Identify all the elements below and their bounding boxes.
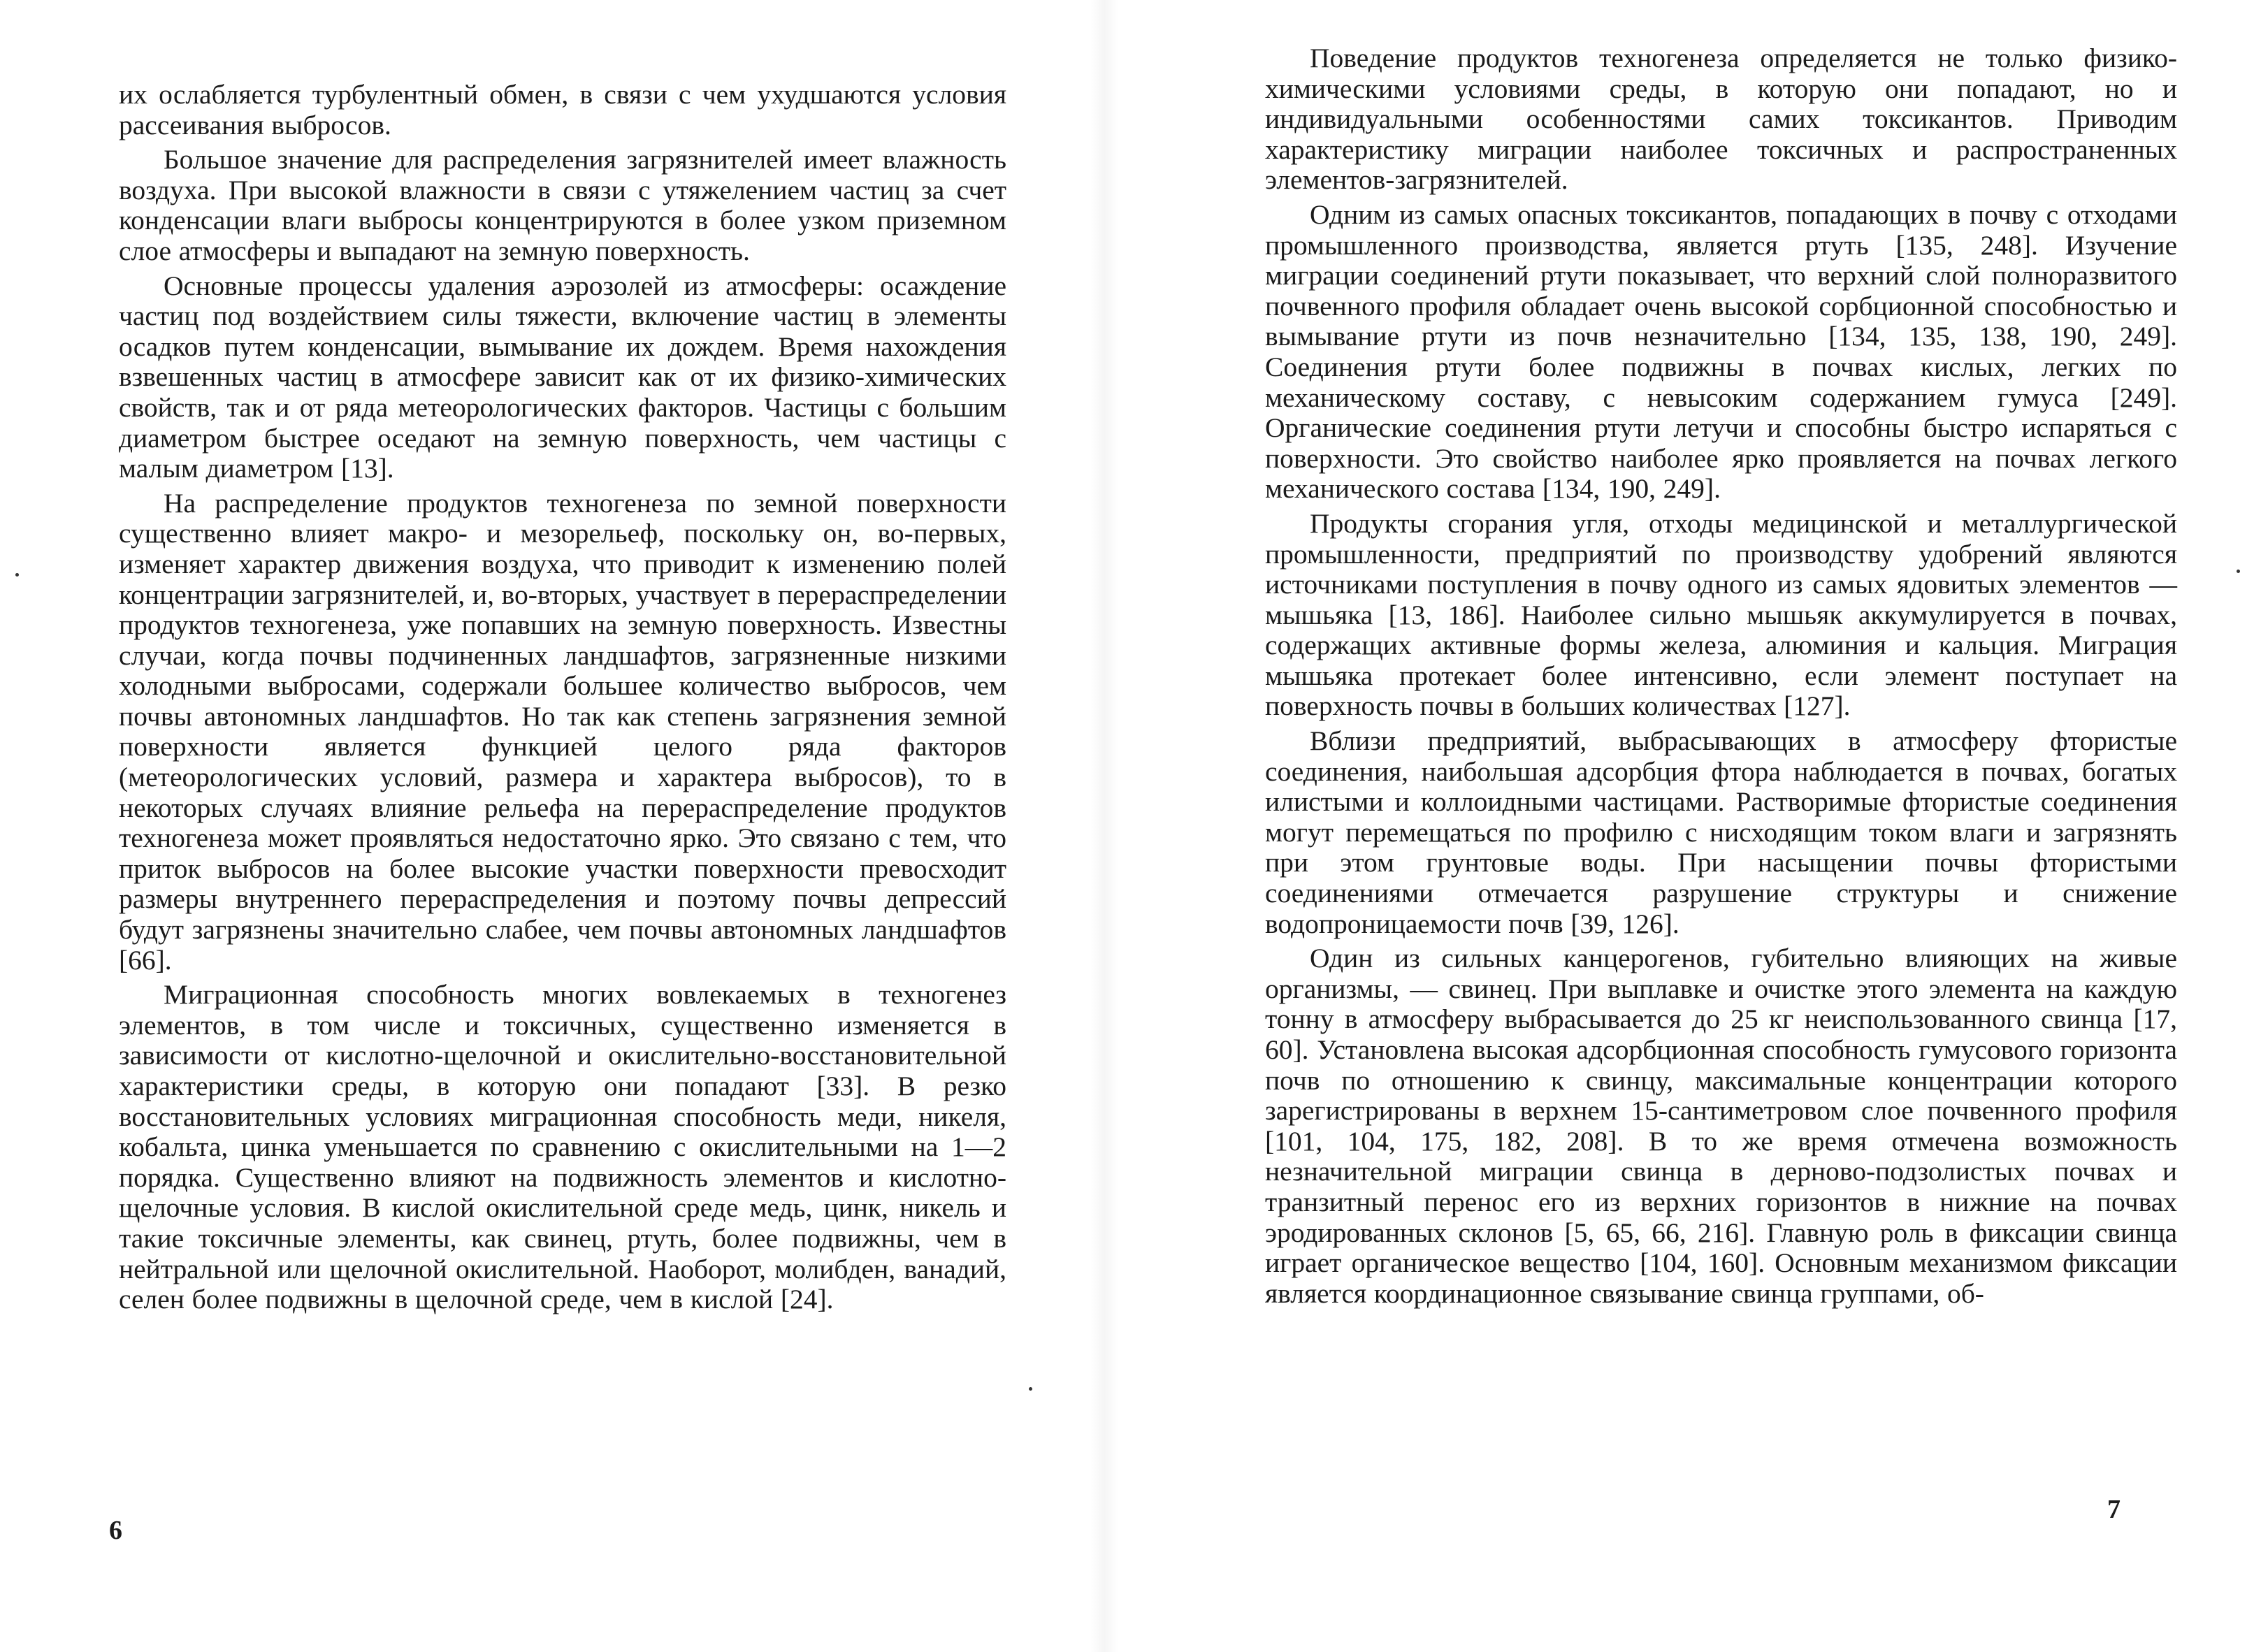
paragraph: Миграционная способность многих вовлекаемых в техногенез элементов, в том числе и токсичных, существенно изменяется в зависимости от кислотно-щелочной и окислительно-восстановительной характеристики среды, в которую они попадают [33]. В резко восстановительных условиях миграционная способность меди, никеля, кобальта, цинка уменьшается по сравнению с окислительными на 1—2 порядка. Существенно влияют на подвижность элементов и кислотно-щелочные условия. В кислой окислительной среде медь, цинк, никель и такие токсичные элементы, как свинец, ртуть, более подвижны, чем в нейтральной или щелочной окислительной. Наоборот, молибден, ванадий, селен более подвижны в щелочной среде, чем в кислой [24]. [119,979,1006,1315]
page-number: 7 [2107,1495,2121,1524]
paragraph: Большое значение для распределения загрязнителей имеет влажность воздуха. При высокой влажности в связи с утяжелением частиц за счет конденсации влаги выбросы концентрируются в более узком приземном слое атмосферы и выпадают на земную поверхность. [119,144,1006,266]
paragraph: Поведение продуктов техногенеза определяется не только физико-химическими условиями среды, в которую они попадают, но и индивидуальными особенностями самих токсикантов. Приводим характеристику миграции наиболее токсичных и распространенных элементов-загрязнителей. [1265,43,2177,196]
scan-speck [1029,1387,1032,1391]
paragraph: Вблизи предприятий, выбрасывающих в атмосферу фтористые соединения, наибольшая адсорбция фтора наблюдается в почвах, богатых илистыми и коллоидными частицами. Растворимые фтористые соединения могут перемещаться по профилю с нисходящим током влаги и загрязнять при этом грунтовые воды. При насыщении почвы фтористыми соединениями отмечается разрушение структуры и снижение водопроницаемости почв [39, 126]. [1265,725,2177,939]
right-page [1118,0,2254,1652]
paragraph: На распределение продуктов техногенеза по земной поверхности существенно влияет макро- и мезорельеф, поскольку он, во-первых, изменяет характер движения воздуха, что приводит к изменению полей концентрации загрязнителей, и, во-вторых, участвует в перераспределении продуктов техногенеза, уже попавших на земную поверхность. Известны случаи, когда почвы подчиненных ландшафтов, загрязненные низкими холодными выбросами, содержали большее количество выбросов, чем почвы автономных ландшафтов. Но так как степень загрязнения земной поверхности является функцией целого ряда факторов (метеорологических условий, размера и характера выбросов), то в некоторых случаях влияние рельефа на перераспределение продуктов техногенеза может проявляться недостаточно ярко. Это связано с тем, что приток выбросов на более высокие участки поверхности превосходит размеры внутреннего перераспределения и поэтому почвы депрессий будут загрязнены значительно слабее, чем почвы автономных ландшафтов [66]. [119,487,1006,976]
paragraph: Основные процессы удаления аэрозолей из атмосферы: осаждение частиц под воздействием силы тяжести, включение частиц в элементы осадков путем конденсации, вымывание их дождем. Время нахождения взвешенных частиц в атмосфере зависит как от их физико-химических свойств, так и от ряда метеорологических факторов. Частицы с большим диаметром быстрее оседают на земную поверхность, чем частицы с малым диаметром [13]. [119,270,1006,484]
scan-speck [15,573,19,577]
left-page-text [119,80,1006,1315]
paragraph: Один из сильных канцерогенов, губительно влияющих на живые организмы, — свинец. При выплавке и очистке этого элемента на каждую тонну в атмосферу выбрасывается до 25 кг неиспользованного свинца [17, 60]. Установлена высокая адсорбционная способность гумусового горизонта почв по отношению к свинцу, максимальные концентрации которого зарегистрированы в верхнем 15-сантиметровом слое почвенного профиля [101, 104, 175, 182, 208]. В то же время отмечена возможность незначительной миграции свинца в дерново-подзолистых почвах и транзитный перенос его из верхних горизонтов в нижние на почвах эродированных склонов [5, 65, 66, 216]. Главную роль в фиксации свинца играет органическое вещество [104, 160]. Основным механизмом фиксации является координационное связывание свинца группами, об- [1265,943,2177,1309]
page-number: 6 [109,1516,122,1545]
paragraph: Одним из самых опасных токсикантов, попадающих в почву с отходами промышленного производства, является ртуть [135, 248]. Изучение миграции соединений ртути показывает, что верхний слой полноразвитого почвенного профиля обладает очень высокой сорбционной способностью и вымывание ртути из почв незначительно [134, 135, 138, 190, 249]. Соединения ртути более подвижны в почвах кислых, легких по механическому составу, с невысоким содержанием гумуса [249]. Органические соединения ртути летучи и способны быстро испаряться с поверхности. Это свойство наиболее ярко проявляется на почвах легкого механического состава [134, 190, 249]. [1265,198,2177,505]
left-page [0,0,1118,1652]
paragraph: их ослабляется турбулентный обмен, в связи с чем ухудшаются условия рассеивания выбросов. [119,79,1006,140]
paragraph: Продукты сгорания угля, отходы медицинской и металлургической промышленности, предприятий по производству удобрений являются источниками поступления в почву одного из самых ядовитых элементов — мышьяка [13, 186]. Наиболее сильно мышьяк аккумулируется в почвах, содержащих активные формы железа, алюминия и кальция. Миграция мышьяка протекает более интенсивно, если элемент поступает на поверхность почвы в больших количествах [127]. [1265,507,2177,722]
right-page-text [1265,43,2177,1309]
scan-speck [2237,570,2240,573]
